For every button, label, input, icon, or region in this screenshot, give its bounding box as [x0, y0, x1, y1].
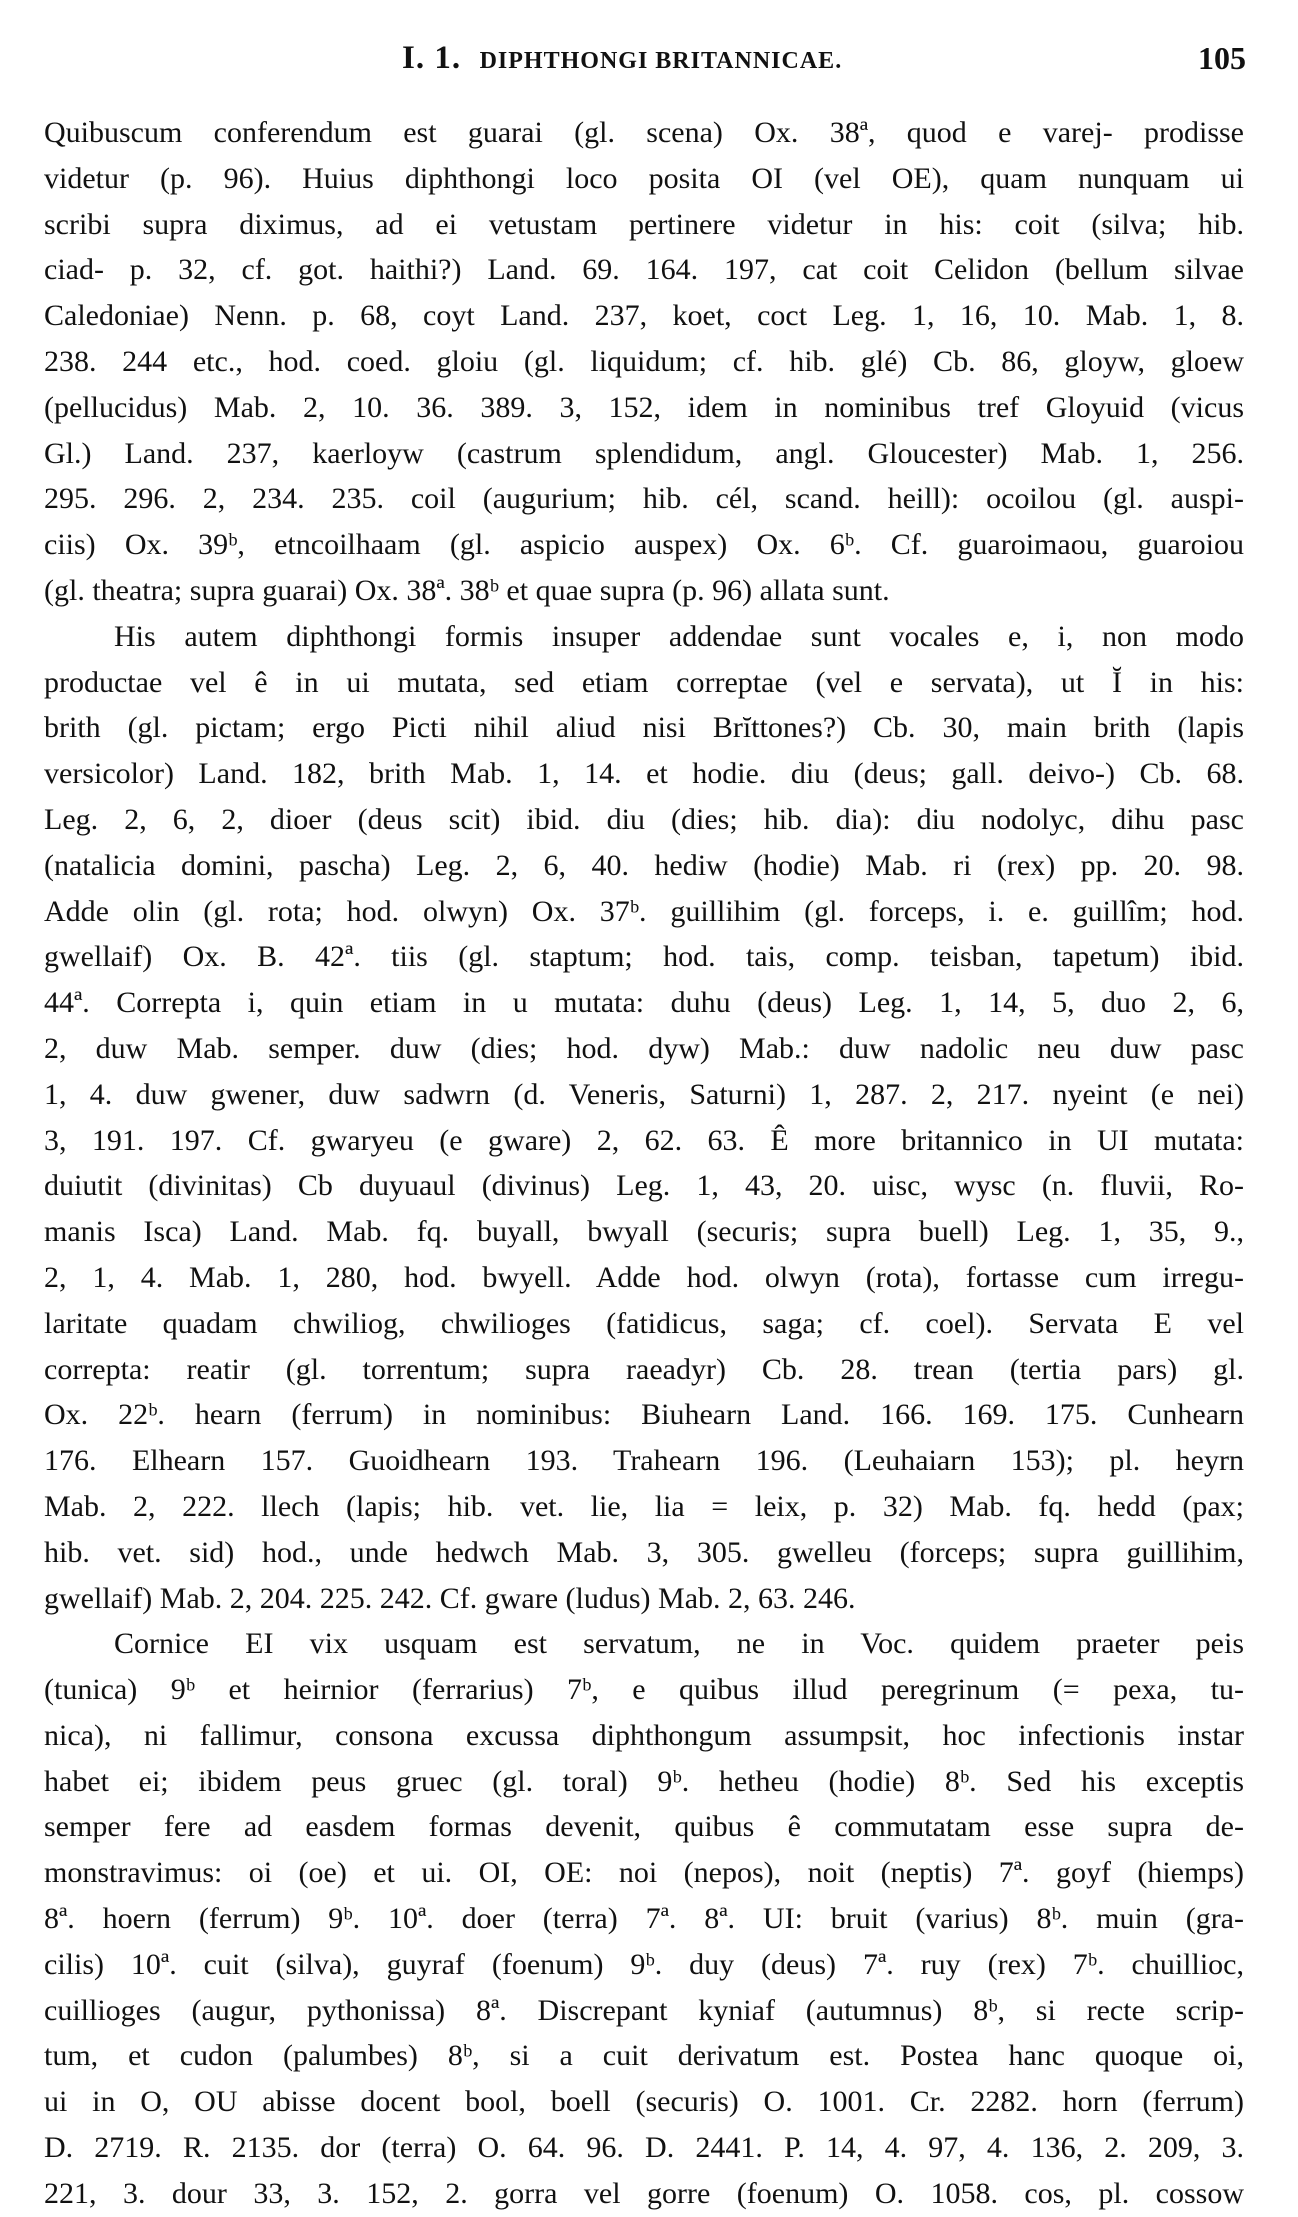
text-line: Adde olin (gl. rota; hod. olwyn) Ox. 37ᵇ. guillihim (gl. forceps, i. e. guillîm; hod.	[44, 894, 1244, 928]
text-line: 1, 4. duw gwener, duw sadwrn (d. Veneris, Saturni) 1, 287. 2, 217. nyeint (e nei)	[44, 1077, 1244, 1111]
text-line: nica), ni fallimur, consona excussa diphthongum assumpsit, hoc infectionis instar	[44, 1718, 1244, 1752]
text-line: Ox. 22ᵇ. hearn (ferrum) in nominibus: Biuhearn Land. 166. 169. 175. Cunhearn	[44, 1398, 1244, 1432]
text-line: 2, 1, 4. Mab. 1, 280, hod. bwyell. Adde hod. olwyn (rota), fortasse cum irregu-	[44, 1260, 1244, 1294]
text-line: Gl.) Land. 237, kaerloyw (castrum splendidum, angl. Gloucester) Mab. 1, 256.	[44, 436, 1244, 470]
text-line: Cornice EI vix usquam est servatum, ne in Voc. quidem praeter peis	[114, 1627, 1244, 1661]
text-line: ui in O, OU abisse docent bool, boell (securis) O. 1001. Cr. 2282. horn (ferrum)	[44, 2085, 1244, 2119]
chapter-title: DIPHTHONGI BRITANNICAE.	[479, 48, 843, 74]
text-line: (tunica) 9ᵇ et heirnior (ferrarius) 7ᵇ, e quibus illud peregrinum (= pexa, tu-	[44, 1673, 1244, 1707]
text-line: 2, duw Mab. semper. duw (dies; hod. dyw) Mab.: duw nadolic neu duw pasc	[44, 1031, 1244, 1065]
text-line: correpta: reatir (gl. torrentum; supra raeadyr) Cb. 28. trean (tertia pars) gl.	[44, 1352, 1244, 1386]
text-line: Leg. 2, 6, 2, dioer (deus scit) ibid. diu (dies; hib. dia): diu nodolyc, dihu pasc	[44, 802, 1244, 836]
text-line: (natalicia domini, pascha) Leg. 2, 6, 40. hediw (hodie) Mab. ri (rex) pp. 20. 98.	[44, 848, 1244, 882]
text-line: scribi supra diximus, ad ei vetustam pertinere videtur in his: coit (silva; hib.	[44, 207, 1244, 241]
text-line: laritate quadam chwiliog, chwilioges (fatidicus, saga; cf. coel). Servata E vel	[44, 1306, 1244, 1340]
text-line: 8ª. hoern (ferrum) 9ᵇ. 10ª. doer (terra) 7ª. 8ª. UI: bruit (varius) 8ᵇ. muin (gra-	[44, 1902, 1244, 1936]
text-line: videtur (p. 96). Huius diphthongi loco posita OI (vel OE), quam nunquam ui	[44, 161, 1244, 195]
text-line: versicolor) Land. 182, brith Mab. 1, 14. et hodie. diu (deus; gall. deivo-) Cb. 68.	[44, 757, 1244, 791]
text-line: Mab. 2, 222. llech (lapis; hib. vet. lie, lia = leix, p. 32) Mab. fq. hedd (pax;	[44, 1489, 1244, 1523]
text-line: ciis) Ox. 39ᵇ, etncoilhaam (gl. aspicio auspex) Ox. 6ᵇ. Cf. guaroimaou, guaroiou	[44, 528, 1244, 562]
text-line: D. 2719. R. 2135. dor (terra) O. 64. 96. D. 2441. P. 14, 4. 97, 4. 136, 2. 209, 3.	[44, 2131, 1244, 2165]
text-line: Quibuscum conferendum est guarai (gl. scena) Ox. 38ª, quod e varej- prodisse	[44, 116, 1244, 149]
text-line: (pellucidus) Mab. 2, 10. 36. 389. 3, 152, idem in nominibus tref Gloyuid (vicus	[44, 390, 1244, 424]
text-line: gwellaif) Mab. 2, 204. 225. 242. Cf. gware (ludus) Mab. 2, 63. 246.	[44, 1581, 856, 1615]
text-line: cuillioges (augur, pythonissa) 8ª. Discrepant kyniaf (autumnus) 8ᵇ, si recte scrip-	[44, 1993, 1244, 2027]
body-text	[44, 110, 1244, 2217]
text-line: ciad- p. 32, cf. got. haithi?) Land. 69. 164. 197, cat coit Celidon (bellum silvae	[44, 253, 1244, 287]
text-line: 44ª. Correpta i, quin etiam in u mutata: duhu (deus) Leg. 1, 14, 5, duo 2, 6,	[44, 986, 1244, 1020]
text-line: duiutit (divinitas) Cb duyuaul (divinus) Leg. 1, 43, 20. uisc, wysc (n. fluvii, Ro-	[44, 1169, 1244, 1203]
page-number: 105	[1198, 40, 1246, 76]
text-line: productae vel ê in ui mutata, sed etiam correptae (vel e servata), ut Ĭ in his:	[44, 665, 1244, 699]
text-line: 176. Elhearn 157. Guoidhearn 193. Trahearn 196. (Leuhaiarn 153); pl. heyrn	[44, 1444, 1244, 1478]
running-title	[402, 40, 842, 77]
text-line: semper fere ad easdem formas devenit, quibus ê commutatam esse supra de-	[44, 1810, 1244, 1844]
text-line: habet ei; ibidem peus gruec (gl. toral) 9ᵇ. hetheu (hodie) 8ᵇ. Sed his exceptis	[44, 1764, 1244, 1798]
text-line: 3, 191. 197. Cf. gwaryeu (e gware) 2, 62. 63. Ê more britannico in UI mutata:	[44, 1123, 1244, 1157]
running-header	[0, 40, 1298, 84]
text-line: 238. 244 etc., hod. coed. gloiu (gl. liquidum; cf. hib. glé) Cb. 86, gloyw, gloew	[44, 344, 1244, 378]
text-line: cilis) 10ª. cuit (silva), guyraf (foenum) 9ᵇ. duy (deus) 7ª. ruy (rex) 7ᵇ. chuillioc,	[44, 1947, 1244, 1981]
text-line: Caledoniae) Nenn. p. 68, coyt Land. 237, koet, coct Leg. 1, 16, 10. Mab. 1, 8.	[44, 299, 1244, 333]
text-line: monstravimus: oi (oe) et ui. OI, OE: noi (nepos), noit (neptis) 7ª. goyf (hiemps)	[44, 1856, 1244, 1890]
text-line: brith (gl. pictam; ergo Picti nihil aliud nisi Brĭttones?) Cb. 30, main brith (lapis	[44, 711, 1244, 745]
text-line: 295. 296. 2, 234. 235. coil (augurium; hib. cél, scand. heill): ocoilou (gl. auspi-	[44, 482, 1244, 516]
text-line: 221, 3. dour 33, 3. 152, 2. gorra vel gorre (foenum) O. 1058. cos, pl. cossow	[44, 2176, 1244, 2210]
text-line: manis Isca) Land. Mab. fq. buyall, bwyall (securis; supra buell) Leg. 1, 35, 9.,	[44, 1215, 1244, 1249]
section-number: I. 1.	[402, 40, 462, 76]
text-line: (gl. theatra; supra guarai) Ox. 38ª. 38ᵇ et quae supra (p. 96) allata sunt.	[44, 573, 890, 607]
text-line: gwellaif) Ox. B. 42ª. tiis (gl. staptum; hod. tais, comp. teisban, tapetum) ibid.	[44, 940, 1244, 974]
text-line: His autem diphthongi formis insuper addendae sunt vocales e, i, non modo	[114, 619, 1244, 653]
text-line: hib. vet. sid) hod., unde hedwch Mab. 3, 305. gwelleu (forceps; supra guillihim,	[44, 1535, 1244, 1569]
text-line: tum, et cudon (palumbes) 8ᵇ, si a cuit derivatum est. Postea hanc quoque oi,	[44, 2039, 1244, 2073]
